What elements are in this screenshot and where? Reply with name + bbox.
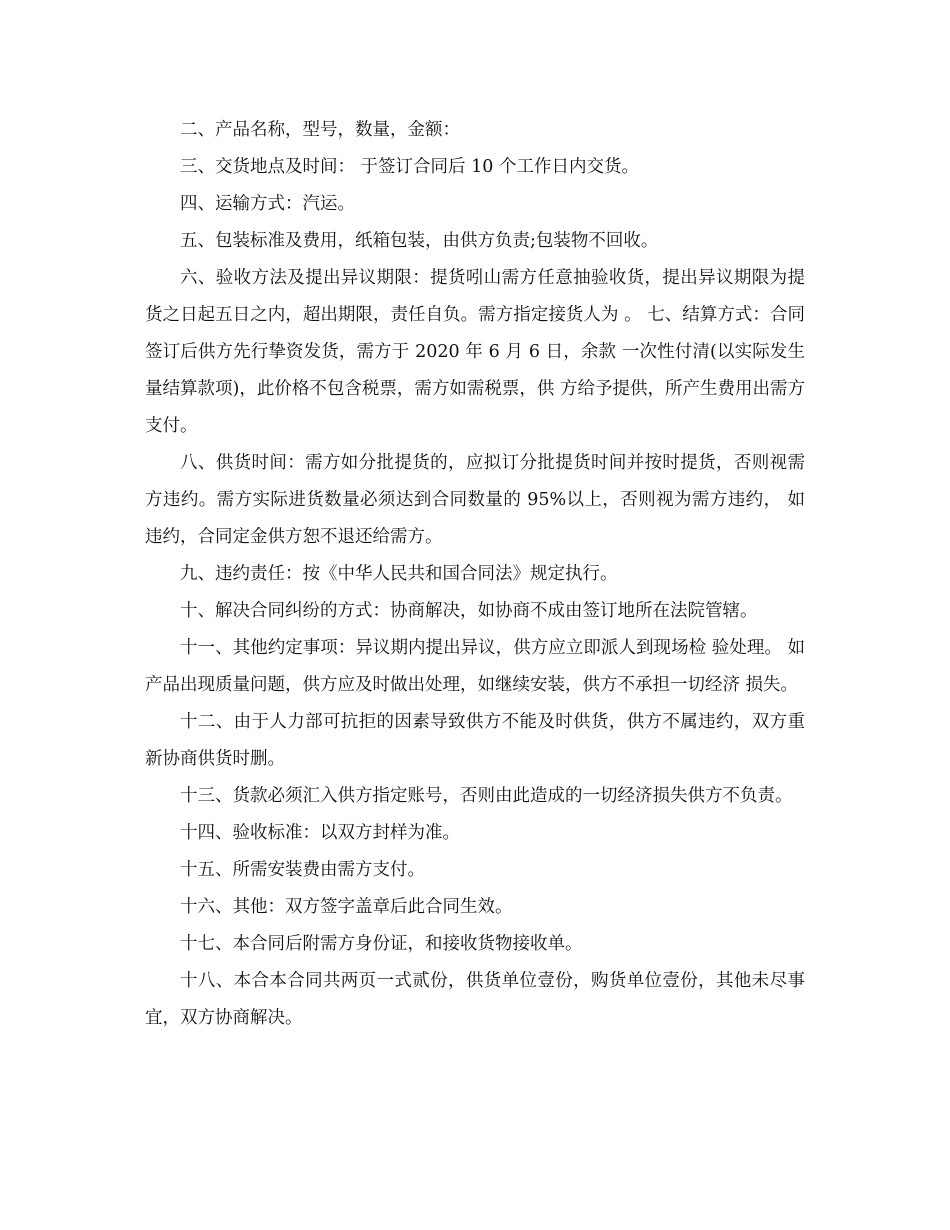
clause-14-acceptance-standard: 十四、验收标准：以双方封样为准。 [180,823,460,843]
clause-11-other-matters: 十一、其他约定事项：异议期内提出异议，供方应立即派人到现场检 验处理。 如产品出现质量问题，供方应及时做出处理，如继续安装，供方不承担一切经济 损失。 [145,638,805,695]
clause-9-breach-liability: 九、违约责任：按《中华人民共和国合同法》规定执行。 [180,564,618,584]
clause-17-attachments: 十七、本合同后附需方身份证，和接收货物接收单。 [180,934,583,954]
clause-10-dispute-resolution: 十、解决合同纠纷的方式：协商解决，如协商不成由签订地所在法院管辖。 [180,601,758,621]
clause-15-installation-fee: 十五、所需安装费由需方支付。 [180,860,425,880]
clause-8-supply-time: 八、供货时间：需方如分批提货的，应拟订分批提货时间并按时提货，否则视需 方违约。需方实际进货数量必须达到合同数量的 95%以上，否则视为需方违约， 如违约，合同定金供方恕不退还给需方。 [145,453,805,547]
clause-3-delivery-place-time: 三、交货地点及时间： 于签订合同后 10 个工作日内交货。 [180,157,639,177]
clause-12-force-majeure: 十二、由于人力部可抗拒的因素导致供方不能及时供货，供方不属违约，双方重 新协商供货时删。 [145,712,805,769]
clause-16-effectiveness: 十六、其他：双方签字盖章后此合同生效。 [180,897,513,917]
clause-13-payment-account: 十三、货款必须汇入供方指定账号，否则由此造成的一切经济损失供方不负责。 [180,786,793,806]
clause-4-transport: 四、运输方式：汽运。 [180,194,355,214]
clause-2-products: 二、产品名称，型号，数量，金额： [180,120,460,140]
clause-6-7-inspection-settlement: 六、验收方法及提出异议期限：提货吲山需方任意抽验收货，提出异议期限为提 货之日起五日之内，超出期限，责任自负。需方指定接货人为 。 七、结算方式：合同签订后供方先行挚资发货，需方于 2020 年 6 月 6 日，余款 一次性付清(以实际发生量结算款项)，此价格不包含税票，需方如需税票，供 方给予提供，所产生费用出需方支付。 [145,268,805,436]
clause-5-packaging: 五、包装标准及费用，纸箱包装，由供方负责;包装物不回收。 [180,231,659,251]
contract-body [145,112,805,1037]
clause-18-copies: 十八、本合本合同共两页一式贰份，供货单位壹份，购货单位壹份，其他未尽事 宜，双方协商解决。 [145,971,805,1028]
